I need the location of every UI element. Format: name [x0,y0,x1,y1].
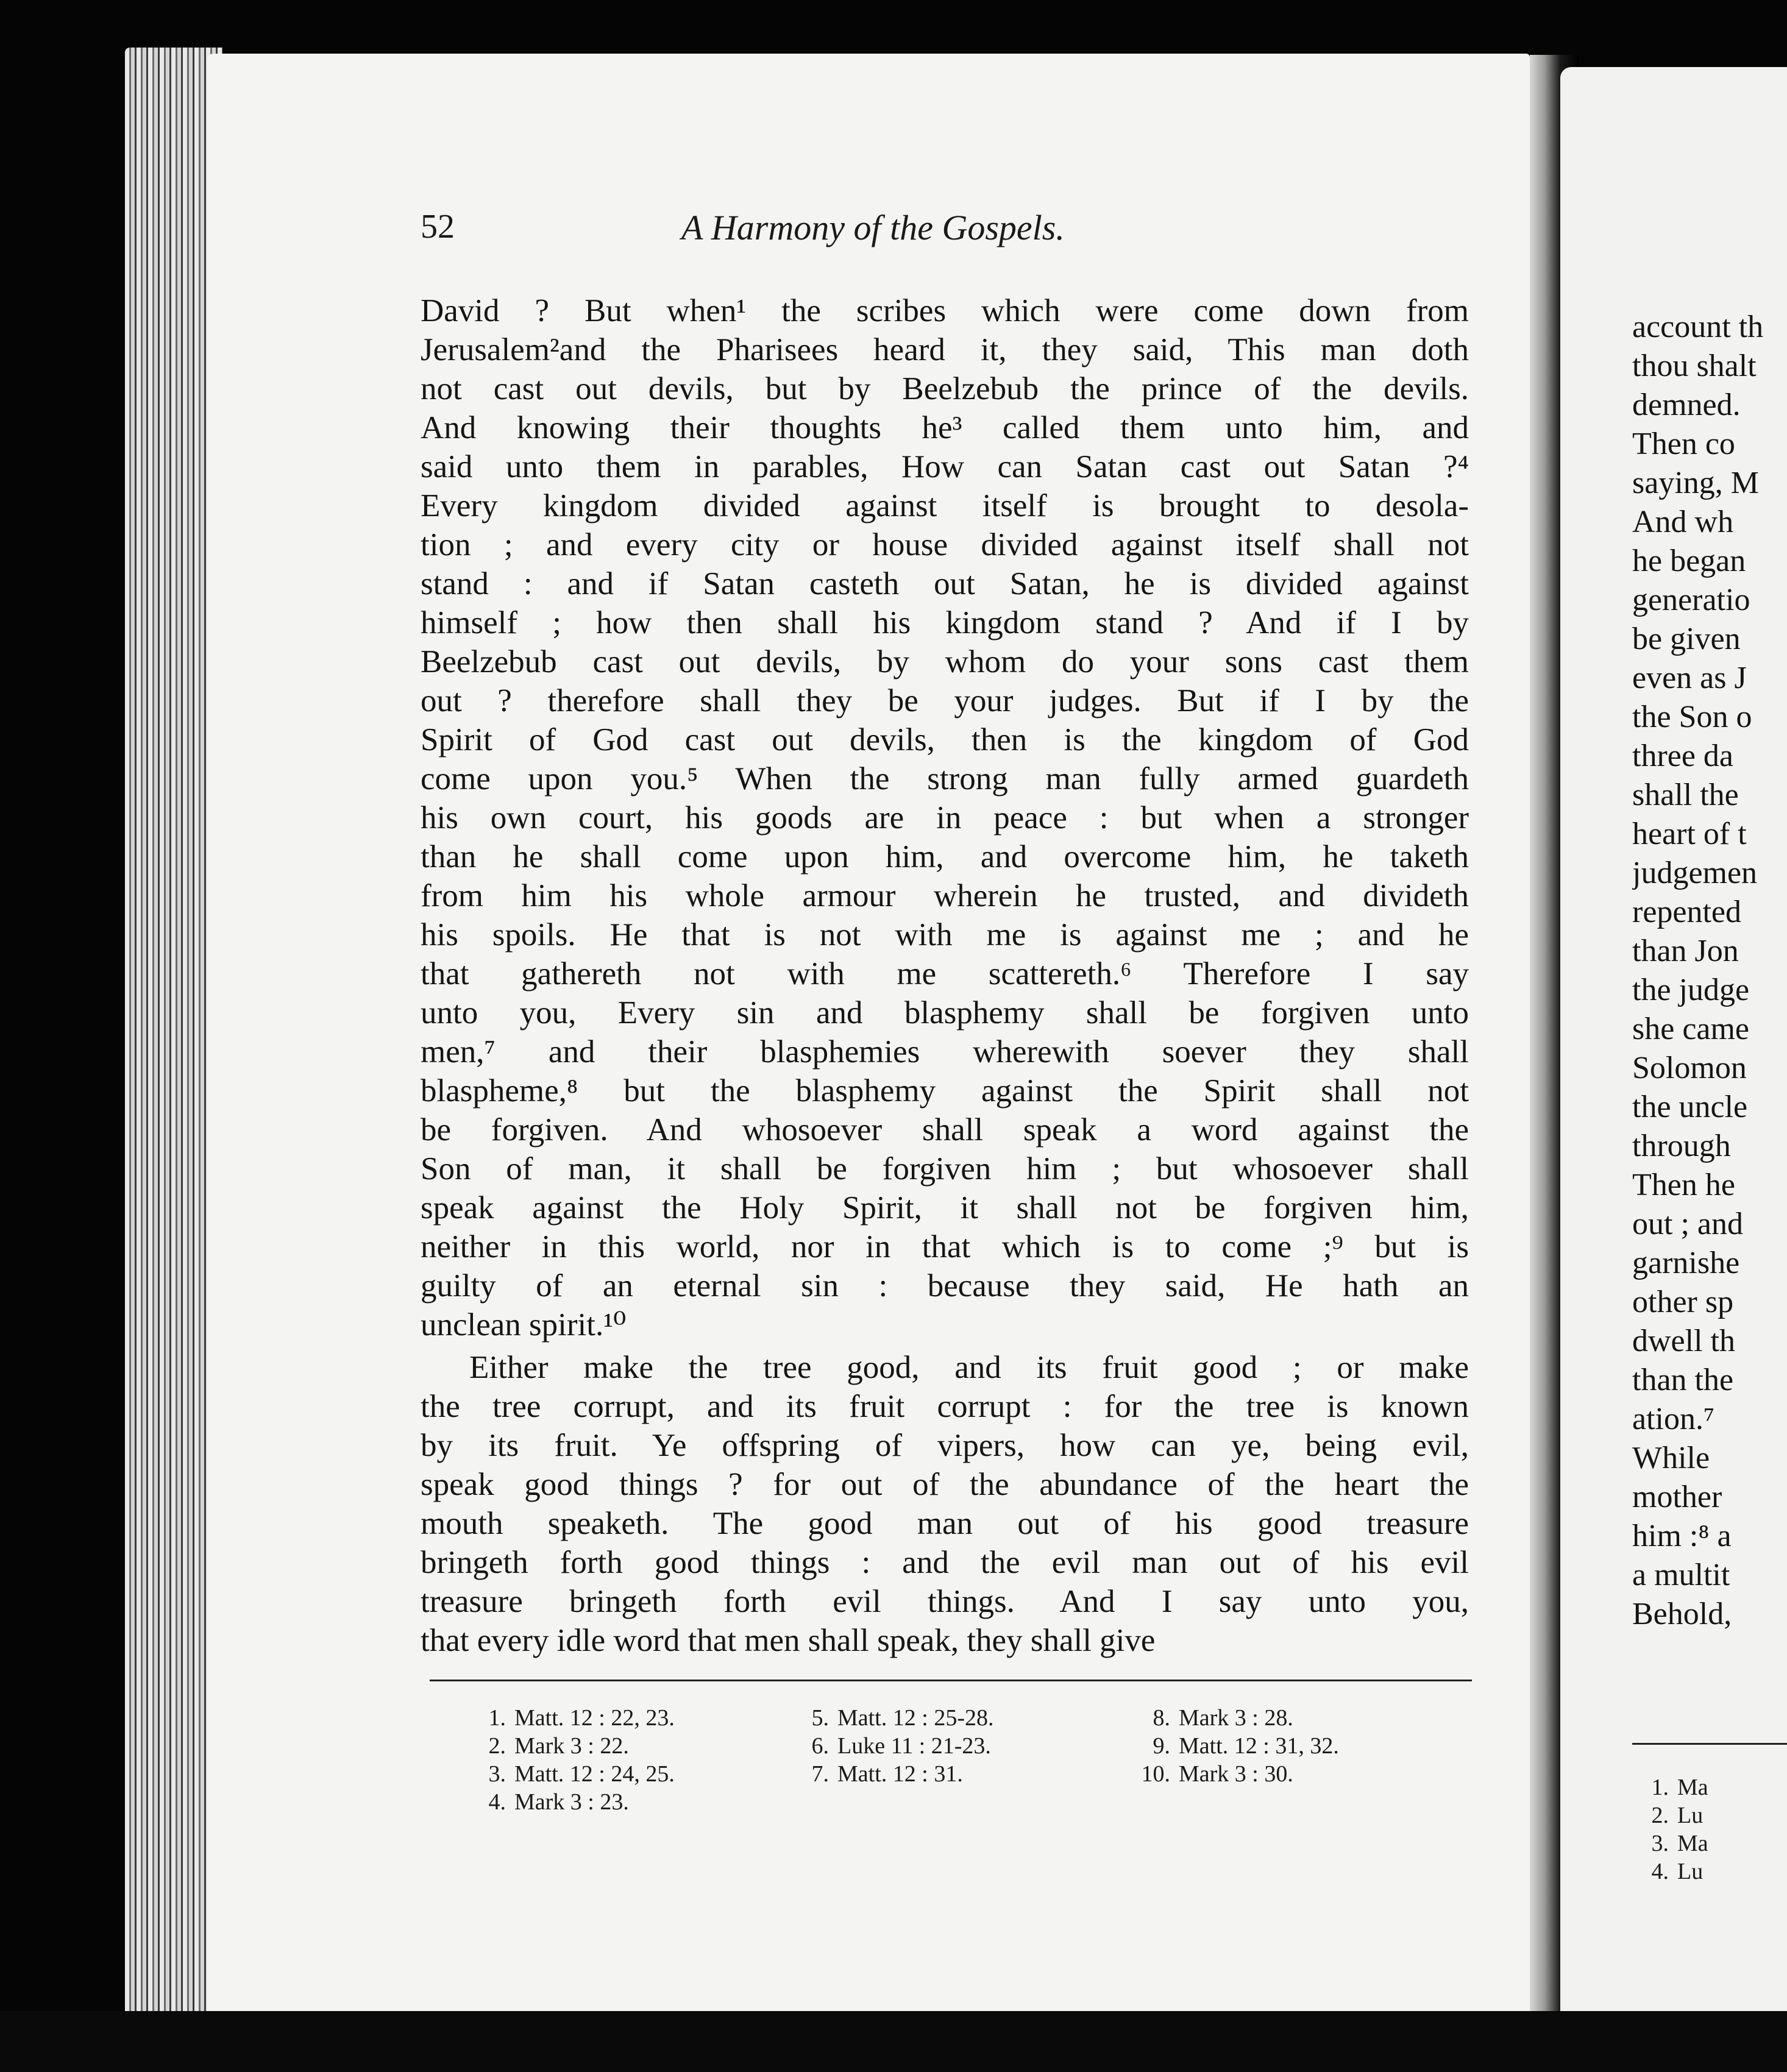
running-header [421,207,1219,256]
footnote-column-1 [463,1704,675,1816]
facing-text-line: the Son o [1632,700,1752,734]
facing-text-line: heart of t [1632,817,1747,851]
footnote-entry [463,1760,675,1788]
facing-text-line: thou shalt [1632,349,1757,383]
footnote-reference: Ma [1677,1775,1708,1800]
footnote-reference: Matt. 12 : 31. [837,1761,963,1787]
facing-text-line: Solomon [1632,1051,1747,1085]
facing-text-line: garnishe [1632,1246,1740,1280]
footnote-number: 6. [811,1733,829,1759]
footnote-entry [463,1788,675,1816]
text-line: speak good things ? for out of the abundance of the heart the [421,1467,1469,1502]
facing-text-line: demned. [1632,388,1741,422]
facing-page-text [1632,308,1787,1634]
text-line: not cast out devils, but by Beelzebub the prince of the devils. [421,371,1469,406]
footnote-entry [1632,1801,1787,1829]
facing-text-line: a multit [1632,1558,1730,1592]
text-line: treasure bringeth forth evil things. And I say unto you, [421,1584,1469,1619]
facing-text-line: account th [1632,310,1764,344]
footnote-entry [786,1732,993,1760]
text-line: blaspheme,⁸ but the blasphemy against the Spirit shall not [421,1073,1469,1109]
footnote-entry [463,1704,675,1732]
main-text [421,291,1469,1660]
footnote-reference: Mark 3 : 28. [1179,1705,1293,1731]
facing-text-line: through [1632,1129,1731,1163]
footnote-entry [1632,1857,1787,1886]
text-line: be forgiven. And whosoever shall speak a word against the [421,1112,1469,1148]
footnote-entry [1128,1704,1339,1732]
running-title: A Harmony of the Gospels. [681,208,1065,247]
facing-text-line: Then co [1632,427,1735,461]
footnote-reference: Matt. 12 : 31, 32. [1179,1733,1339,1759]
footnote-rule [430,1680,1472,1681]
text-line: David ? But when¹ the scribes which were come down from [421,293,1469,328]
text-line: than he shall come upon him, and overcome him, he taketh [421,839,1469,875]
facing-page [1560,67,1787,2023]
text-line: Beelzebub cast out devils, by whom do your sons cast them [421,644,1469,679]
facing-text-line: than Jon [1632,934,1739,968]
facing-text-line: repented [1632,895,1742,929]
footnote-reference: Lu [1677,1803,1704,1828]
footnote-number: 1. [488,1705,506,1731]
footnote-number: 2. [1651,1803,1669,1828]
facing-text-line: even as J [1632,661,1747,695]
facing-text-line: generatio [1632,583,1750,617]
text-line: Jerusalem²and the Pharisees heard it, they said, This man doth [421,332,1469,367]
facing-text-line: the judge [1632,973,1750,1007]
facing-text-line: the uncle [1632,1090,1748,1124]
footnote-number: 4. [1651,1859,1669,1884]
text-line: speak against the Holy Spirit, it shall not be forgiven him, [421,1190,1469,1226]
footnote-entry [1128,1732,1339,1760]
facing-text-line: out ; and [1632,1207,1743,1241]
text-line: from him his whole armour wherein he trusted, and divideth [421,878,1469,914]
text-line: mouth speaketh. The good man out of his good treasure [421,1506,1469,1541]
footnote-entry [1128,1760,1339,1788]
facing-text-line: dwell th [1632,1324,1735,1358]
footnote-reference: Lu [1677,1859,1704,1884]
facing-text-line: she came [1632,1012,1750,1046]
footnote-number: 1. [1651,1775,1669,1800]
scan-background [0,2011,1787,2072]
footnote-entry [1632,1773,1787,1801]
text-line: Every kingdom divided against itself is brought to desola- [421,488,1469,523]
facing-text-line: Behold, [1632,1597,1732,1631]
text-line: unclean spirit.¹⁰ [421,1307,627,1343]
text-line: by its fruit. Ye offspring of vipers, how can ye, being evil, [421,1428,1469,1463]
footnote-reference: Ma [1677,1831,1708,1856]
text-line: Either make the tree good, and its fruit good ; or make [469,1350,1469,1385]
text-line: unto you, Every sin and blasphemy shall be forgiven unto [421,995,1469,1031]
text-line: his spoils. He that is not with me is against me ; and he [421,917,1469,953]
footnote-reference: Mark 3 : 22. [514,1733,629,1759]
text-line: himself ; how then shall his kingdom stand ? And if I by [421,605,1469,640]
facing-text-line: be given [1632,622,1741,656]
text-line: bringeth forth good things : and the evil man out of his evil [421,1545,1469,1580]
facing-text-line: three da [1632,739,1734,773]
footnote-reference: Matt. 12 : 24, 25. [514,1761,675,1787]
text-line: men,⁷ and their blasphemies wherewith soever they shall [421,1034,1469,1070]
facing-text-line: he began [1632,544,1746,578]
footnote-entry [786,1760,993,1788]
facing-text-line: saying, M [1632,466,1759,500]
text-line: stand : and if Satan casteth out Satan, he is divided against [421,566,1469,601]
footnote-number: 10. [1141,1761,1170,1787]
footnote-number: 9. [1153,1733,1170,1759]
text-line: out ? therefore shall they be your judges. But if I by the [421,683,1469,718]
facing-footnote-rule [1632,1743,1787,1745]
facing-footnotes [1632,1773,1787,1886]
footnote-number: 4. [488,1789,506,1815]
paragraph-1 [421,291,1469,1344]
paragraph-2 [421,1348,1469,1660]
text-line: tion ; and every city or house divided against itself shall not [421,527,1469,562]
text-line: his own court, his goods are in peace : but when a stronger [421,800,1469,836]
footnote-number: 2. [488,1733,506,1759]
text-line: neither in this world, nor in that which is to come ;⁹ but is [421,1229,1469,1265]
text-line: that every idle word that men shall speak, they shall give [421,1623,1156,1658]
footnote-entry [786,1704,993,1732]
footnote-reference: Luke 11 : 21-23. [837,1733,991,1759]
text-line: that gathereth not with me scattereth.⁶ Therefore I say [421,956,1469,992]
text-line: Son of man, it shall be forgiven him ; but whosoever shall [421,1151,1469,1187]
footnote-number: 7. [811,1761,829,1787]
footnote-entry [463,1732,675,1760]
text-line: come upon you.⁵ When the strong man fully armed guardeth [421,761,1469,797]
text-line: guilty of an eternal sin : because they said, He hath an [421,1268,1469,1304]
footnote-number: 3. [488,1761,506,1787]
footnote-column-2 [786,1704,993,1788]
footnote-reference: Matt. 12 : 22, 23. [514,1705,675,1731]
text-line: And knowing their thoughts he³ called them unto him, and [421,410,1469,445]
facing-text-line: And wh [1632,505,1734,539]
facing-text-line: mother [1632,1480,1722,1514]
footnote-number: 3. [1651,1831,1669,1856]
facing-text-line: shall the [1632,778,1739,812]
footnote-number: 8. [1153,1705,1170,1731]
footnote-reference: Mark 3 : 30. [1179,1761,1293,1787]
footnote-column-3 [1128,1704,1339,1788]
facing-text-line: than the [1632,1363,1734,1397]
facing-text-line: ation.⁷ [1632,1402,1715,1436]
page-number: 52 [421,208,455,246]
facing-text-line: other sp [1632,1285,1734,1319]
footnote-entry [1632,1829,1787,1857]
facing-text-line: judgemen [1632,856,1758,890]
text-line: said unto them in parables, How can Satan cast out Satan ?⁴ [421,449,1469,484]
facing-text-line: him :⁸ a [1632,1519,1732,1553]
facing-text-line: While [1632,1441,1710,1475]
text-line: Spirit of God cast out devils, then is the kingdom of God [421,722,1469,757]
footnote-reference: Matt. 12 : 25-28. [837,1705,994,1731]
facing-text-line: Then he [1632,1168,1735,1202]
text-line: the tree corrupt, and its fruit corrupt : for the tree is known [421,1389,1469,1424]
footnote-reference: Mark 3 : 23. [514,1789,629,1815]
footnote-number: 5. [811,1705,829,1731]
